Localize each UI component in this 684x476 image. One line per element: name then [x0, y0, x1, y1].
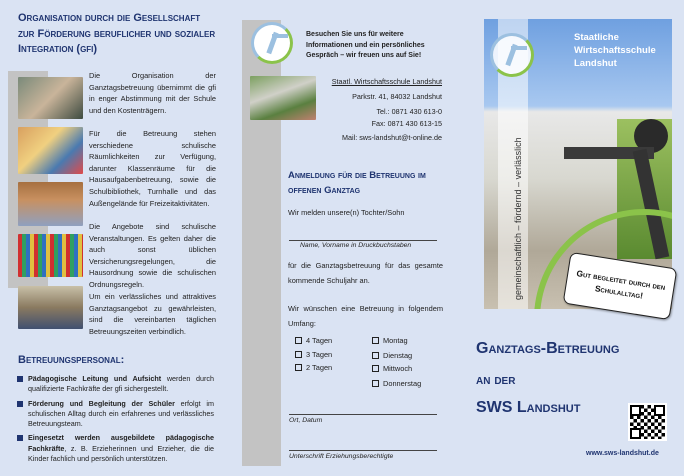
checkbox-donnerstag[interactable]: Donnerstag — [372, 378, 421, 390]
paragraph: Um ein verlässliches und attraktives Ganztagsangebot zu gewährleisten, sind die vereinbarten täglichen Betreuungszeiten verbindlich. — [89, 292, 216, 336]
checkbox-3-tagen[interactable]: 3 Tagen — [295, 349, 332, 361]
photo-library — [18, 234, 83, 277]
place-date-line[interactable] — [289, 414, 437, 415]
cover-title-2: an der — [476, 371, 516, 387]
checkbox-montag[interactable]: Montag — [372, 335, 421, 347]
place-date-label: Ort, Datum — [289, 417, 323, 424]
paragraph: Die Angebote sind schulische Veranstaltungen. Es gelten daher die auch sonst üblichen Versicherungsregelungen, die Hausordnung sowie die schulischen Ordnungsregeln. — [89, 222, 216, 289]
signature-label: Unterschrift Erziehungsberechtigte — [289, 453, 394, 460]
photo-hall — [18, 286, 83, 329]
form-intro: Wir melden unsere(n) Tochter/Sohn — [288, 208, 405, 217]
name-label: Name, Vorname in Druckbuchstaben — [300, 242, 412, 249]
checkbox-mittwoch[interactable]: Mittwoch — [372, 363, 421, 375]
photo-homework — [18, 77, 83, 119]
list-item: Eingesetzt werden ausgebildete pädagogische Fachkräfte, z. B. Erzieherinnen und Erzieher, die die Kinder fachlich und persönlich unterstützen. — [14, 433, 214, 464]
paragraph: Die Organisation der Ganztagsbetreuung übernimmt die gfi in enger Abstimmung mit der Schule und den Kostenträgern. — [89, 71, 216, 115]
checkbox-4-tagen[interactable]: 4 Tagen — [295, 335, 332, 347]
paragraph: Für die Betreuung stehen verschiedene schulische Räumlichkeiten zur Verfügung, darunter Klassenräume für die Hausaufgabenbetreuung, sowie die Schulbibliothek, Turnhalle und das Außengelände für Freizeitaktivitäten. — [89, 129, 216, 208]
contact-block — [320, 77, 442, 142]
motto: gemeinschaftlich – fördernd – verlässlich — [513, 137, 523, 300]
staff-list — [14, 374, 214, 468]
qr-code[interactable] — [628, 403, 667, 441]
days-count-options — [295, 335, 332, 374]
list-item: Pädagogische Leitung und Aufsicht werden durch qualifizierte Fachkräfte der gfi sichergestellt. — [14, 374, 214, 395]
visit-text: Besuchen Sie uns für weitere Informationen und ein persönliches Gespräch – wir freuen uns auf Sie! — [306, 31, 425, 59]
checkbox-2-tagen[interactable]: 2 Tagen — [295, 362, 332, 374]
form-text: für die Ganztagsbetreuung für das gesamte kommende Schuljahr an. — [288, 261, 443, 285]
form-title: Anmeldung für die Betreuung im offenen Ganztag — [288, 170, 426, 196]
email[interactable]: Mail: sws-landshut@t-online.de — [342, 133, 442, 142]
list-item: Förderung und Begleitung der Schüler erfolgt im schulischen Alltag durch ein erfahrenes und verlässliches Betreuungsteam. — [14, 399, 214, 430]
school-logo-icon — [490, 33, 534, 77]
fax: Fax: 0871 430 613-15 — [371, 119, 442, 128]
cover-title-3: SWS Landshut — [476, 399, 581, 416]
weekday-options — [372, 335, 421, 390]
gfi-title: Organisation durch die Gesellschaft zur Förderung beruflicher und sozialer Integration (gfi) — [18, 12, 216, 55]
signature-line[interactable] — [289, 450, 437, 451]
slogan-badge: Gut begleitet durch den Schulalltag! — [563, 252, 678, 320]
photo-school-aerial — [250, 76, 316, 120]
staff-title: Betreuungspersonal: — [18, 354, 125, 366]
website-link[interactable]: www.sws-landshut.de — [586, 450, 659, 457]
form-text: Wir wünschen eine Betreuung in folgendem Umfang: — [288, 304, 443, 328]
photo-kids-playing — [18, 127, 83, 174]
school-link[interactable]: Staatl. Wirtschaftsschule Landshut — [331, 77, 442, 86]
school-name: Staatliche Wirtschaftsschule Landshut — [574, 32, 656, 69]
cover-title-1: Ganztags-Betreuung — [476, 340, 620, 357]
address: Parkstr. 41, 84032 Landshut — [352, 92, 442, 101]
photo-gym — [18, 182, 83, 226]
school-logo-icon — [251, 22, 293, 64]
checkbox-dienstag[interactable]: Dienstag — [372, 350, 421, 362]
phone: Tel.: 0871 430 613-0 — [376, 107, 442, 116]
name-input-line[interactable] — [289, 240, 437, 241]
